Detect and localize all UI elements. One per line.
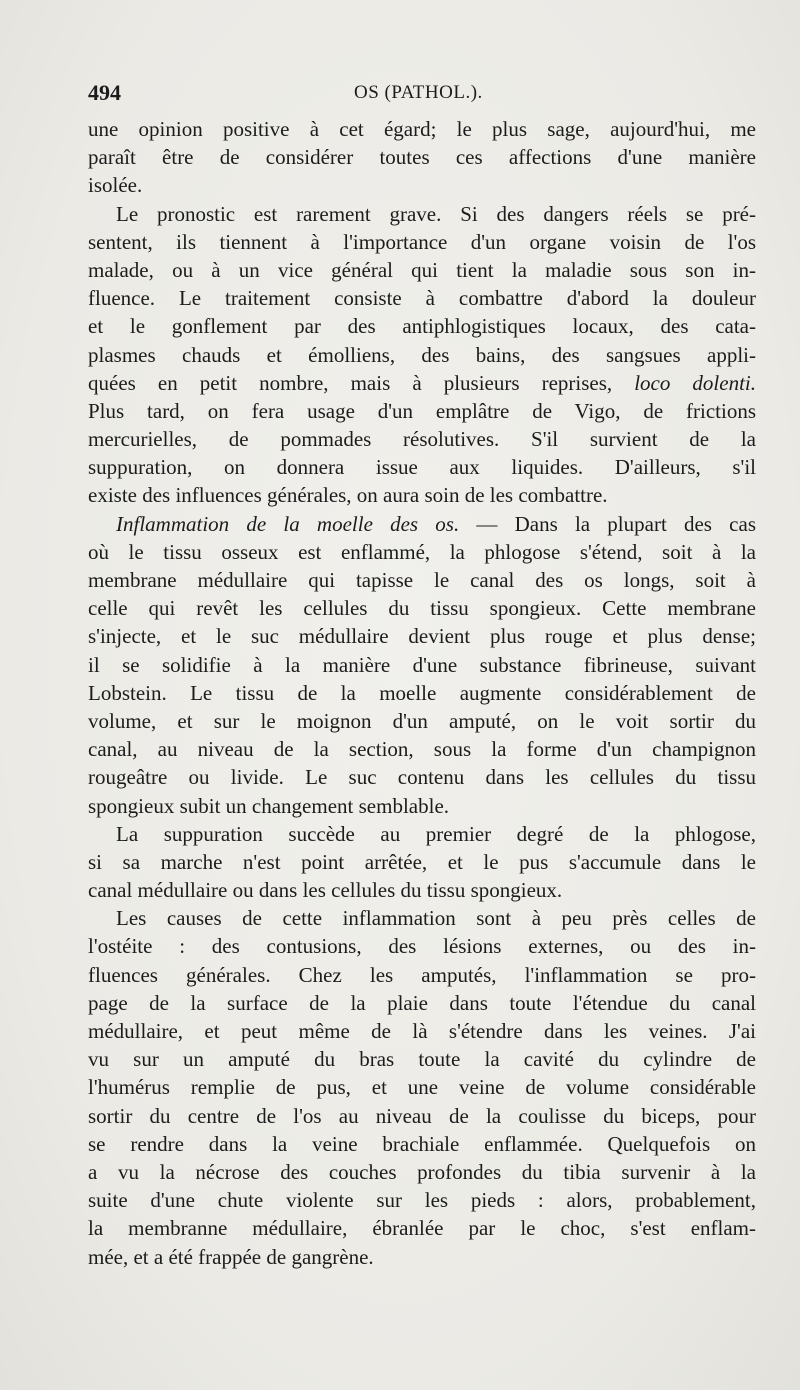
running-head [88, 80, 756, 110]
text-line: canal, au niveau de la section, sous la forme d'un champignon [88, 737, 756, 762]
paragraph [88, 115, 756, 200]
text-line: l'humérus remplie de pus, et une veine de volume considérable [88, 1075, 756, 1100]
text-line: s'injecte, et le suc médullaire devient plus rouge et plus dense; [88, 624, 756, 649]
text-line: plasmes chauds et émolliens, des bains, des sangsues appli- [88, 342, 756, 367]
text-line: il se solidifie à la manière d'une substance fibrineuse, suivant [88, 652, 756, 677]
text-line: celle qui revêt les cellules du tissu spongieux. Cette membrane [88, 596, 756, 621]
text-line: vu sur un amputé du bras toute la cavité du cylindre de [88, 1047, 756, 1072]
text-line: Les causes de cette inflammation sont à peu près celles de [116, 906, 756, 931]
text-line: Plus tard, on fera usage d'un emplâtre de Vigo, de frictions [88, 398, 756, 423]
text-line: fluence. Le traitement consiste à combattre d'abord la douleur [88, 286, 756, 311]
text-line: où le tissu osseux est enflammé, la phlogose s'étend, soit à la [88, 539, 756, 564]
text-line: et le gonflement par des antiphlogistiques locaux, des cata- [88, 314, 756, 339]
text-line: page de la surface de la plaie dans toute l'étendue du canal [88, 990, 756, 1015]
text-line [88, 369, 756, 397]
text-line: si sa marche n'est point arrêtée, et le pus s'accumule dans le [88, 849, 756, 874]
text-line: une opinion positive à cet égard; le plus sage, aujourd'hui, me [88, 117, 756, 141]
text-line: canal médullaire ou dans les cellules du tissu spongieux. [88, 878, 563, 903]
text-line: spongieux subit un changement semblable. [88, 793, 450, 818]
text-line: a vu la nécrose des couches profondes du tibia survenir à la [88, 1159, 756, 1184]
running-title: OS (PATHOL.). [354, 82, 483, 103]
text-run: — Dans la plupart des cas [459, 511, 756, 536]
text-line: mée, et a été frappée de gangrène. [88, 1244, 374, 1269]
text-line: l'ostéite : des contusions, des lésions externes, ou des in- [88, 934, 756, 959]
paragraph [88, 200, 756, 510]
italic-run: loco dolenti. [634, 370, 756, 395]
text-line: volume, et sur le moignon d'un amputé, on le voit sortir du [88, 708, 756, 733]
paragraph [88, 820, 756, 905]
text-line: isolée. [88, 173, 143, 198]
text-line: Lobstein. Le tissu de la moelle augmente considérablement de [88, 680, 756, 705]
paragraph [88, 510, 756, 820]
text-line: suppuration, on donnera issue aux liquides. D'ailleurs, s'il [88, 455, 756, 480]
text-line: suite d'une chute violente sur les pieds : alors, probablement, [88, 1188, 756, 1213]
text-line: sentent, ils tiennent à l'importance d'un organe voisin de l'os [88, 229, 756, 254]
page-number: 494 [88, 80, 121, 105]
text-line [88, 510, 756, 538]
text-run: quées en petit nombre, mais à plusieurs reprises, [88, 370, 635, 395]
italic-run: Inflammation de la moelle des os. [116, 511, 460, 536]
text-line: sortir du centre de l'os au niveau de la coulisse du biceps, pour [88, 1103, 756, 1128]
text-line: paraît être de considérer toutes ces affections d'une manière [88, 145, 756, 170]
text-line: mercurielles, de pommades résolutives. S'il survient de la [88, 427, 756, 452]
text-line: se rendre dans la veine brachiale enflammée. Quelquefois on [88, 1131, 756, 1156]
body-text [88, 115, 756, 1271]
text-line: la membranne médullaire, ébranlée par le choc, s'est enflam- [88, 1216, 756, 1241]
text-line: rougeâtre ou livide. Le suc contenu dans les cellules du tissu [88, 765, 756, 790]
text-line: existe des influences générales, on aura soin de les combattre. [88, 483, 608, 508]
text-line: fluences générales. Chez les amputés, l'inflammation se pro- [88, 962, 756, 987]
text-line: médullaire, et peut même de là s'étendre dans les veines. J'ai [88, 1019, 756, 1043]
text-line: malade, ou à un vice général qui tient la maladie sous son in- [88, 257, 756, 282]
text-line: membrane médullaire qui tapisse le canal des os longs, soit à [88, 568, 756, 592]
text-line: La suppuration succède au premier degré de la phlogose, [116, 821, 756, 846]
paragraph [88, 904, 756, 1270]
text-line: Le pronostic est rarement grave. Si des dangers réels se pré- [116, 201, 756, 226]
